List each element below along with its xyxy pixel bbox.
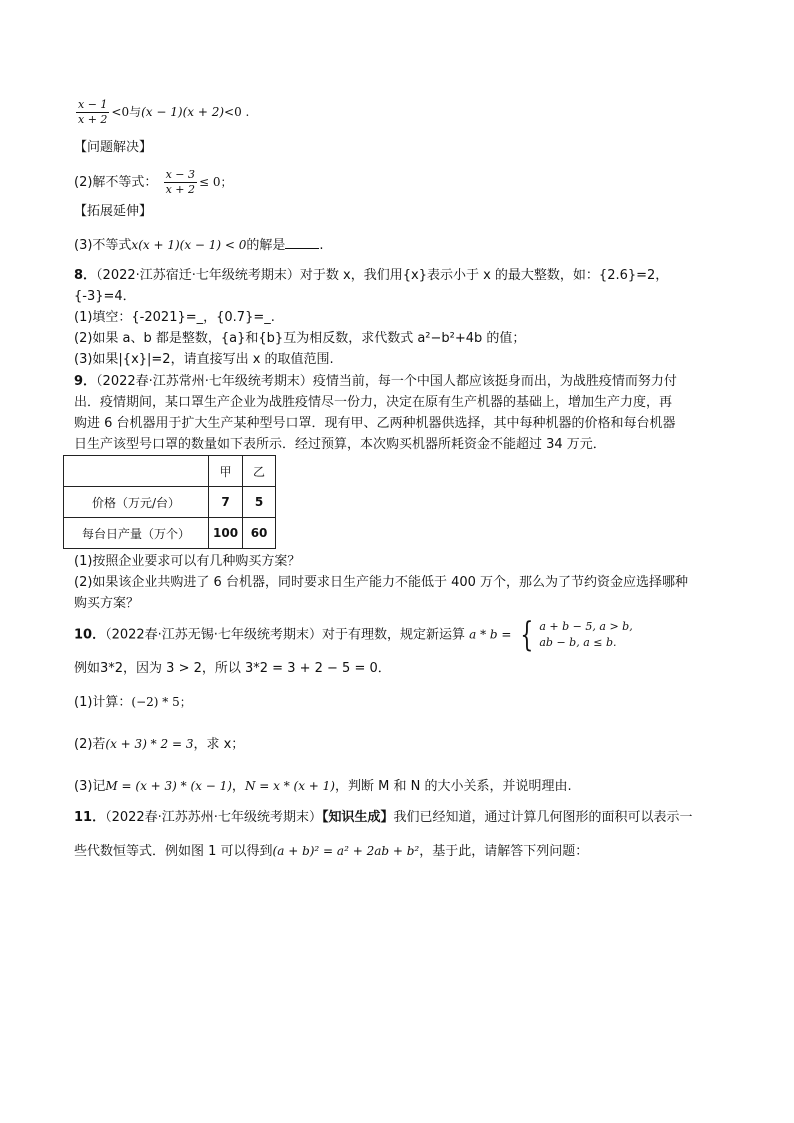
q9-line3: 购进 6 台机器用于扩大生产某种型号口罩．现有甲、乙两种机器供选择，其中每种机器的价格和每台机器: [74, 416, 676, 431]
q8-part2: (2)如果 a、b 都是整数，{a}和{b}互为相反数，求代数式 a²−b²+4b 的值；: [74, 331, 526, 346]
q9-part2-line1: (2)如果该企业共购进了 6 台机器，同时要求日生产能力不能低于 400 万个，那么为了节约资金应选择哪种: [74, 575, 689, 590]
table-cell: 每台日产量（万个）: [64, 518, 209, 549]
price-table: [63, 455, 276, 549]
q10-part2: (2)若(x + 3) * 2 = 3，求 x；: [74, 737, 245, 752]
piecewise-cases: a + b − 5, a > b, ab − b, a ≤ b.: [539, 620, 633, 649]
fraction: $\frac{x - 1}{x + 2}$: [78, 98, 108, 126]
table-row: [64, 487, 276, 518]
q7-line1: $\frac{x - 1}{x + 2}$ <0与(x − 1)(x + 2)<0 .: [78, 98, 250, 126]
q10-example: 例如3*2，因为 3 > 2，所以 3*2 = 3 + 2 − 5 = 0．: [74, 661, 391, 676]
table-cell: 5: [243, 487, 276, 518]
table-cell: 7: [209, 487, 243, 518]
q11-line1: 11．（2022春·江苏苏州·七年级统考期末）【知识生成】我们已经知道，通过计算几何图形的面积可以表示一: [74, 810, 693, 825]
q11-line2: 些代数恒等式．例如图 1 可以得到(a + b)² = a² + 2ab + b²，基于此，请解答下列问题：: [74, 844, 589, 859]
q10-part3: (3)记M = (x + 3) * (x − 1)，N = x * (x + 1)，判断 M 和 N 的大小关系，并说明理由.: [74, 779, 572, 794]
table-header-cell: 乙: [243, 456, 276, 487]
section-extension: 【拓展延伸】: [74, 204, 153, 219]
q8-part3: (3)如果|{x}|=2，请直接写出 x 的取值范围.: [74, 352, 334, 367]
q8-line1: 8．（2022·江苏宿迁·七年级统考期末）对于数 x，我们用{x}表示小于 x 的最大整数，如：{2.6}=2，: [74, 268, 669, 283]
table-cell: 价格（万元/台）: [64, 487, 209, 518]
q9-line2: 出．疫情期间，某口罩生产企业为战胜疫情尽一份力，决定在原有生产机器的基础上，增加生产力度，再: [74, 395, 673, 410]
q9-part2-line2: 购买方案？: [74, 596, 140, 611]
answer-blank: [285, 236, 319, 249]
table-header-cell: [64, 456, 209, 487]
table-header-cell: 甲: [209, 456, 243, 487]
q10-part1: (1)计算：(−2) * 5；: [74, 695, 192, 710]
table-header-row: [64, 456, 276, 487]
table-cell: 100: [209, 518, 243, 549]
q8-part1: (1)填空：{-2021}=_，{0.7}=_.: [74, 310, 275, 325]
fraction: $\frac{x - 3}{x + 2}$: [165, 168, 195, 196]
q9-part1: (1)按照企业要求可以有几种购买方案？: [74, 554, 301, 569]
left-brace: {: [519, 615, 533, 655]
table-cell: 60: [243, 518, 276, 549]
q8-line2: {-3}=4．: [74, 289, 136, 304]
q7-part2: (2)解不等式： $\frac{x - 3}{x + 2}$ ≤ 0；: [74, 168, 233, 196]
q7-part3: (3)不等式x(x + 1)(x − 1) < 0的解是 .: [74, 238, 324, 253]
table-row: [64, 518, 276, 549]
q9-line4: 日生产该型号口罩的数量如下表所示．经过预算，本次购买机器所耗资金不能超过 34 万元．: [74, 437, 606, 452]
section-problem-solving: 【问题解决】: [74, 140, 153, 155]
q9-line1: 9．（2022春·江苏常州·七年级统考期末）疫情当前，每一个中国人都应该挺身而出，为战胜疫情而努力付: [74, 374, 677, 389]
q10-line1: 10．（2022春·江苏无锡·七年级统考期末）对于有理数，规定新运算 a * b = { a + b − 5, a > b, ab − b, a ≤ b.: [74, 615, 633, 655]
